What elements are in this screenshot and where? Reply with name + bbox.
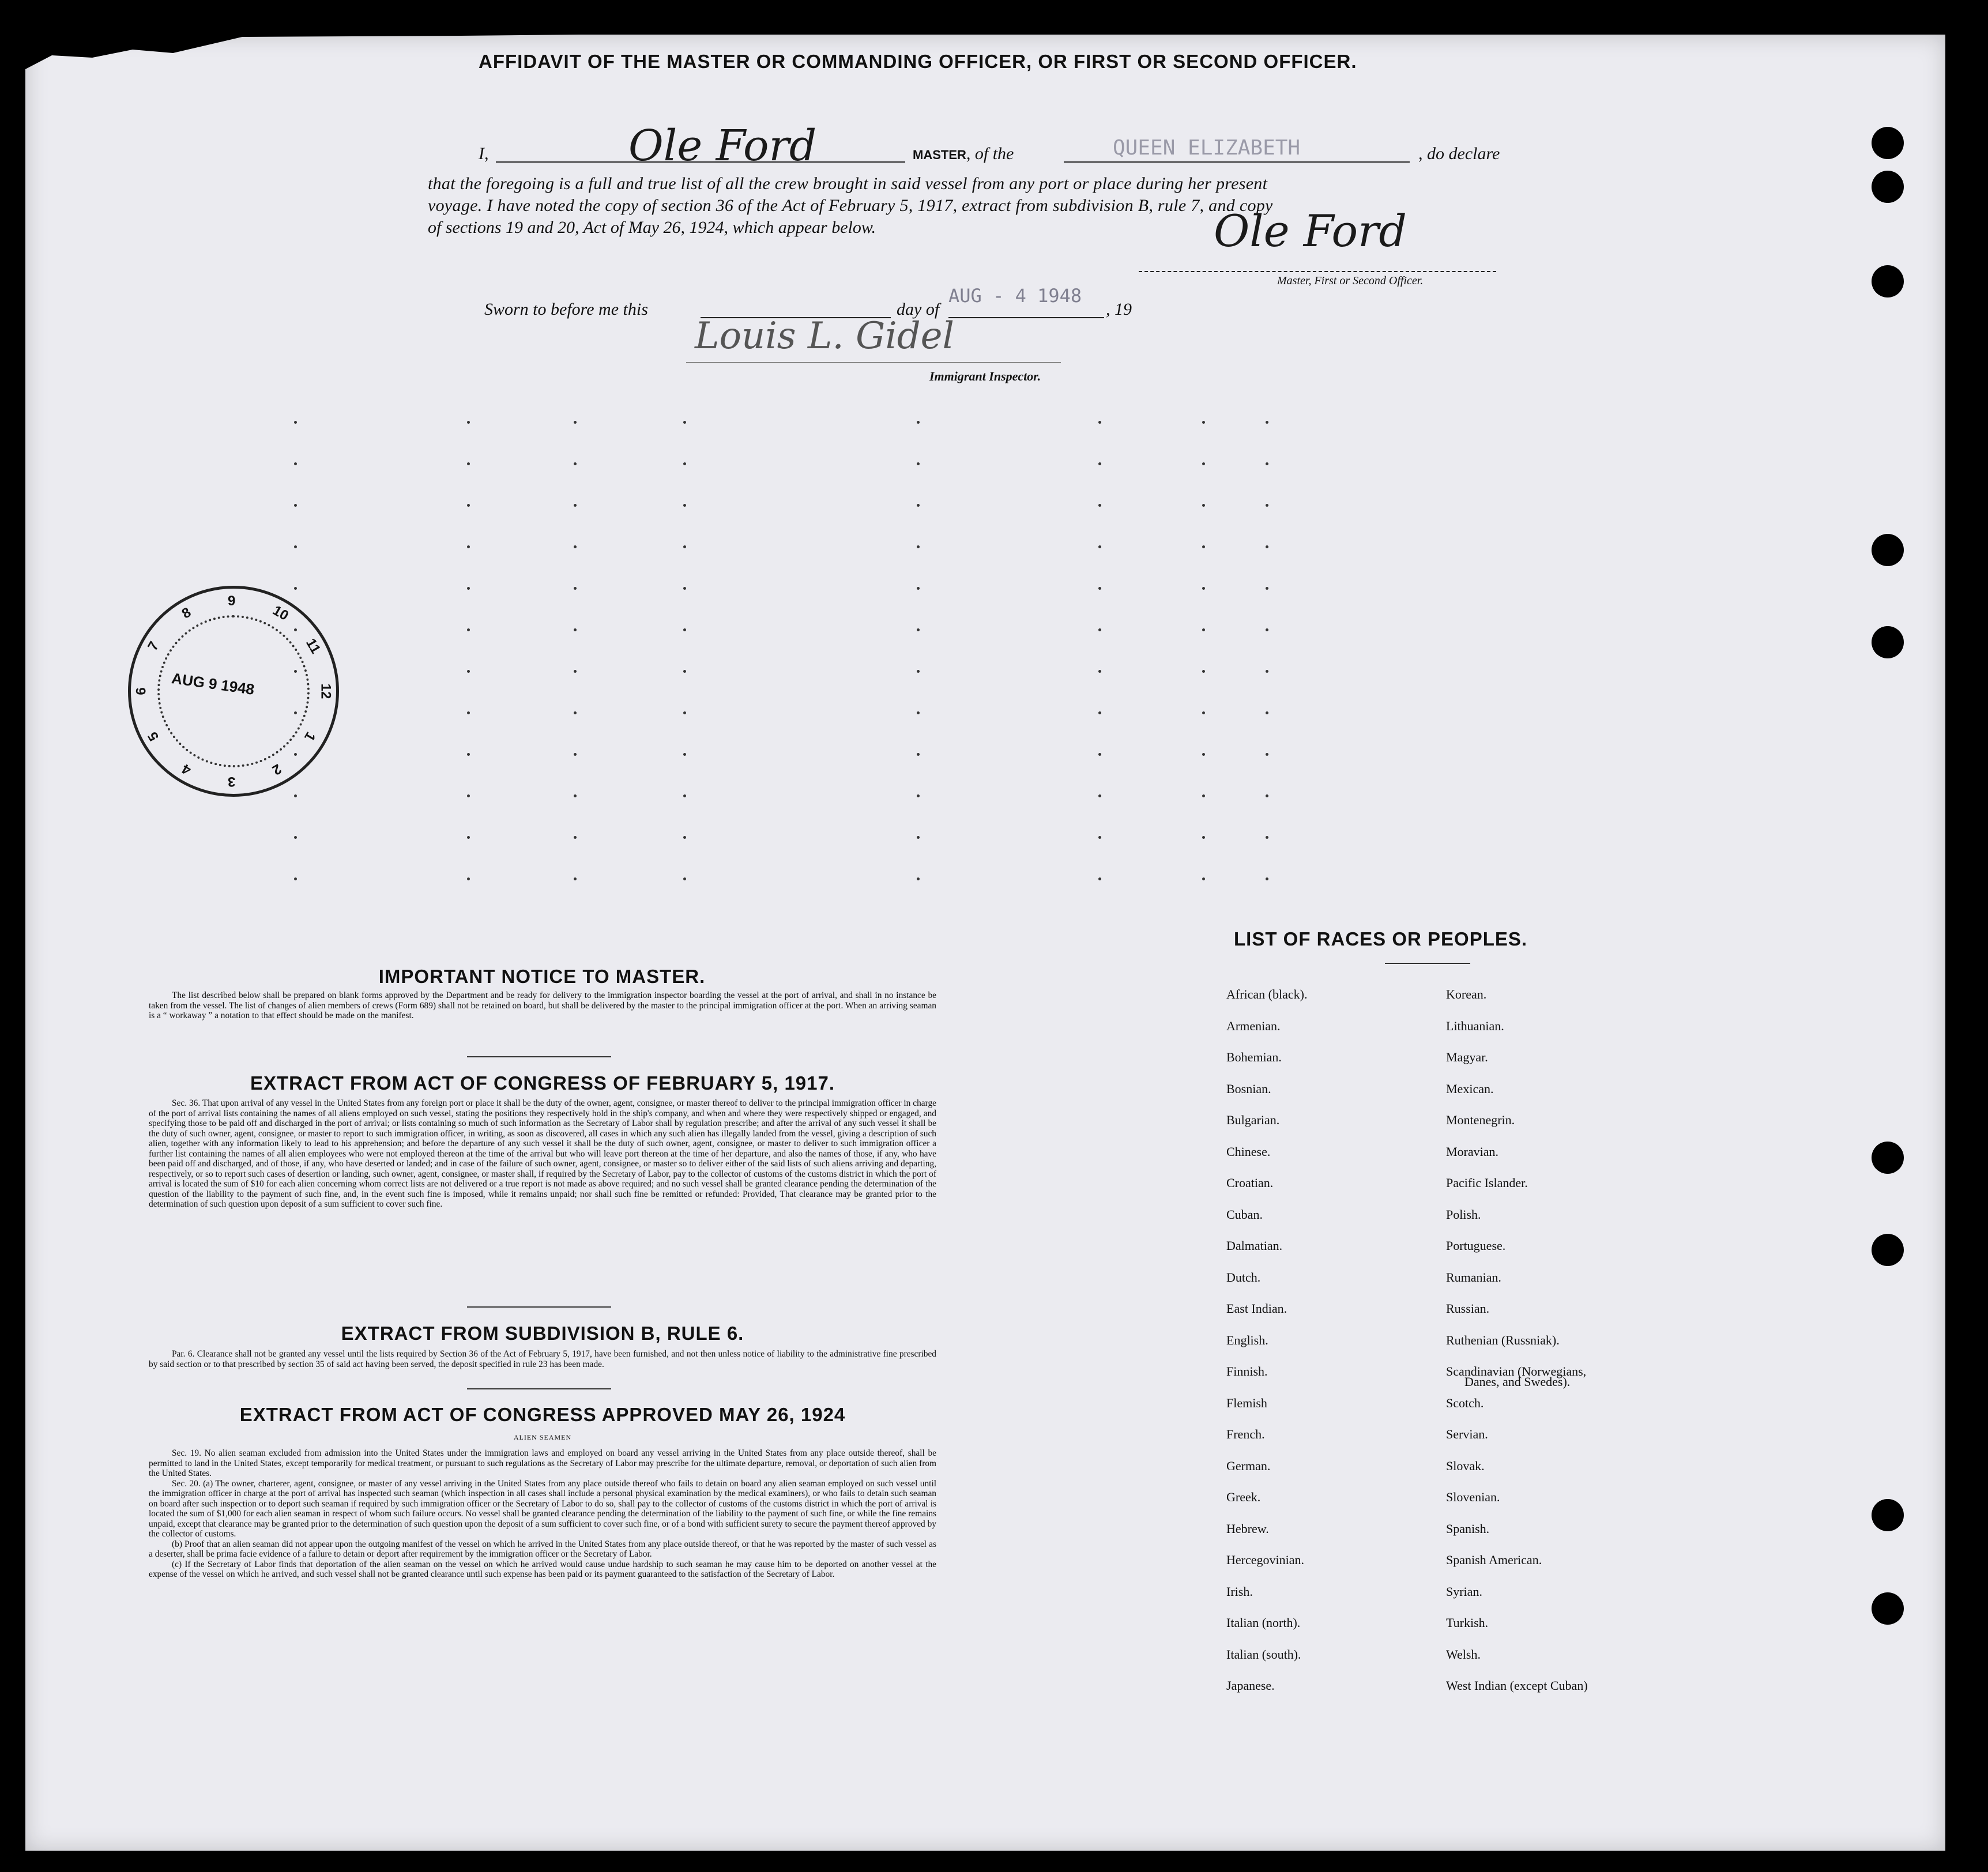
column-dot <box>1266 670 1268 673</box>
column-dot <box>1098 504 1101 507</box>
master-signature: Ole Ford <box>628 121 817 171</box>
column-dot <box>294 753 297 756</box>
races-title-underline <box>1385 963 1470 964</box>
column-dot <box>683 670 686 673</box>
column-dot <box>574 545 577 548</box>
race-item: Dutch. <box>1226 1270 1261 1285</box>
column-dot <box>683 877 686 880</box>
notice-divider-3 <box>467 1388 611 1389</box>
extract-1924-subtitle: ALIEN SEAMEN <box>513 1433 572 1441</box>
column-dot <box>1098 836 1101 839</box>
column-dot <box>1098 587 1101 590</box>
race-item: Hercegovinian. <box>1226 1553 1304 1567</box>
column-dot <box>1098 462 1101 465</box>
column-dot <box>574 462 577 465</box>
column-dot <box>574 836 577 839</box>
column-dot <box>1266 877 1268 880</box>
column-dot <box>1098 711 1101 714</box>
punch-hole <box>1872 265 1904 297</box>
column-dot <box>1202 836 1205 839</box>
column-dot <box>1266 504 1268 507</box>
affidavit-i-label: I, <box>479 144 489 163</box>
column-dot <box>1098 670 1101 673</box>
inspector-line <box>686 362 1061 363</box>
second-master-signature: Ole Ford <box>1214 205 1407 257</box>
column-dot <box>1202 670 1205 673</box>
column-dot <box>294 545 297 548</box>
punch-hole <box>1872 1142 1904 1174</box>
column-dot <box>467 462 470 465</box>
race-item: German. <box>1226 1458 1271 1473</box>
column-dot <box>1266 421 1268 424</box>
column-dot <box>294 794 297 797</box>
notice-body: The list described below shall be prepared on blank forms approved by the Department and be ready for delivery to the immigration inspector boarding the vessel at the port of arrival, and shall in no instance be taken from the vessel. The list of changes of alien members of crews (Form 689) shall not be retained on board, but shall be delivered by the master to the principal immigration officer at the port. When an arriving seaman is a “ workaway ” a notation to that effect should be made on the manifest. <box>149 990 936 1020</box>
column-dot <box>1266 587 1268 590</box>
extract-1917-body: Sec. 36. That upon arrival of any vessel in the United States from any foreign port or place it shall be the duty of the owner, agent, consignee, or master thereof to deliver to the principal immigration officer in charge of the port of arrival lists containing the names of all aliens employed on such vessel, stating the positions they respectively hold in the ship's company, and when and where they were respectively shipped or engaged, and specifying those to be paid off and discharged in the port of arrival; or lists containing so much of such information as the Secretary of Labor shall by regulation prescribe; and after the arrival of any such vessel it shall be the duty of such owner, agent, consignee, or master to report to such immigration officer, in writing, as soon as discovered, all cases in which any such alien has illegally landed from the vessel, giving a description of such alien, together with any information likely to lead to his apprehension; and before the departure of any such vessel it shall be the duty of such owner, agent, consignee, or master to deliver to such immigration officer a further list containing the names of all alien employees who were not employed thereon at the time of the arrival but who will leave port thereon at the time of her departure, and also the names of those, if any, who have been paid off and discharged, and of those, if any, who have deserted or landed; and in case of the failure of such owner, agent, consignee, or master so to deliver either of the said lists of such aliens arriving and departing, respectively, or so to report such cases of desertion or landing, such owner, agent, consignee, or master shall, if required by the Secretary of Labor, pay to the collector of customs of the customs district in which the port of arrival is located the sum of $10 for each alien concerning whom correct lists are not delivered or a true report is not made as above required; and no such vessel shall be granted clearance pending the determination of the question of the liability to the payment of such fine, and, in the event such fine is imposed, while it remains unpaid; nor shall such fine be remitted or refunded: Provided, That clearance may be granted prior to the determination of such question upon deposit of a sum sufficient to cover such fine. <box>149 1098 936 1209</box>
column-dot <box>1098 753 1101 756</box>
column-dot <box>1202 628 1205 631</box>
race-item: Moravian. <box>1446 1144 1499 1159</box>
race-item: French. <box>1226 1427 1265 1441</box>
column-dot <box>683 836 686 839</box>
race-item: East Indian. <box>1226 1301 1287 1316</box>
race-item: Japanese. <box>1226 1678 1275 1693</box>
race-item: Slovak. <box>1446 1458 1485 1473</box>
column-dot <box>1202 753 1205 756</box>
stamp-ring-number: 6 <box>133 687 149 695</box>
column-dot <box>1098 421 1101 424</box>
column-dot <box>1266 711 1268 714</box>
race-item: Slovenian. <box>1446 1490 1500 1504</box>
column-dot <box>467 753 470 756</box>
extract-rule6-body: Par. 6. Clearance shall not be granted any vessel until the lists required by Section 36 of the Act of February 5, 1917, have been furnished, and not then unless notice of liability to the administrative fine prescribed by said section or to that prescribed by section 35 of said act having been served, the deposit specified in rule 23 has been made. <box>149 1349 936 1369</box>
column-dot <box>294 877 297 880</box>
column-dot <box>917 836 920 839</box>
column-dot <box>294 711 297 714</box>
column-dot <box>574 587 577 590</box>
column-dot <box>467 504 470 507</box>
extract-1924-sec20c: (c) If the Secretary of Labor finds that deportation of the alien seaman on the vessel on which he arrived would cause undue hardship to such seaman he may cause him to be deported on another vessel at the expense of the vessel on which he arrived, and such vessel shall not be granted clearance until such expense has been paid or its payment guaranteed to the satisfaction of the Secretary of Labor. <box>149 1559 936 1579</box>
notice-divider-1 <box>467 1056 611 1057</box>
race-item: Pacific Islander. <box>1446 1176 1528 1190</box>
race-item: Armenian. <box>1226 1018 1281 1033</box>
extract-1924-sec20a: Sec. 20. (a) The owner, charterer, agent, consignee, or master of any vessel arriving in the United States from any place outside thereof who fails to detain on board any alien seaman employed on such vessel until the immigration officer in charge at the port of arrival has inspected such seaman (which inspection in all cases shall include a personal physical examination by the medical examiners), or who fails to detain such seaman on board after such inspection or to deport such seaman if required by such immigration officer or the Secretary of Labor to do so, shall pay to the collector of customs of the customs district in which the port of arrival is located the sum of $1,000 for each alien seaman in respect of whom such failure occurs. No vessel shall be granted clearance pending the determination of the liability to the payment of such fine, or while the fine remains unpaid, except that clearance may be granted prior to the determination of such question upon the deposit of a sum sufficient to cover such fine, or of a bond with sufficient surety to secure the payment thereof approved by the collector of customs. <box>149 1478 936 1539</box>
race-item: English. <box>1226 1332 1268 1347</box>
column-dot <box>467 794 470 797</box>
race-item: Turkish. <box>1446 1615 1489 1630</box>
race-item: Croatian. <box>1226 1176 1274 1190</box>
race-item: Dalmatian. <box>1226 1238 1283 1253</box>
stamp-ring-number: 5 <box>145 729 163 744</box>
race-item: Mexican. <box>1446 1081 1494 1096</box>
races-title: LIST OF RACES OR PEOPLES. <box>1234 928 1528 950</box>
race-item: Bosnian. <box>1226 1081 1271 1096</box>
race-scandinavian-continued: Danes, and Swedes). <box>1464 1374 1571 1389</box>
stamp-ring-number: 7 <box>145 639 163 654</box>
column-dot <box>1266 794 1268 797</box>
column-dot <box>1202 587 1205 590</box>
race-item: Russian. <box>1446 1301 1490 1316</box>
date-stamp-date: AUG 9 1948 <box>170 669 255 698</box>
column-dot <box>917 628 920 631</box>
race-item: Polish. <box>1446 1207 1481 1222</box>
race-item: Portuguese. <box>1446 1238 1506 1253</box>
affidavit-line-2: that the foregoing is a full and true list of all the crew brought in said vessel from any port or place during her present <box>428 174 1268 193</box>
race-item: Servian. <box>1446 1427 1488 1441</box>
punch-hole <box>1872 1499 1904 1531</box>
column-dot <box>683 753 686 756</box>
officer-signature-line <box>1139 271 1496 272</box>
date-stamp <box>128 586 339 797</box>
column-dot <box>467 711 470 714</box>
column-dot <box>1202 545 1205 548</box>
stamp-ring-number: 4 <box>179 760 194 778</box>
punch-hole <box>1872 1234 1904 1266</box>
notice-divider-2 <box>467 1306 611 1308</box>
stamp-ring-number: 9 <box>228 593 236 609</box>
race-item: Italian (north). <box>1226 1615 1301 1630</box>
extract-1917-title: EXTRACT FROM ACT OF CONGRESS OF FEBRUARY 5, 1917. <box>250 1072 835 1094</box>
column-dot <box>467 545 470 548</box>
punch-hole <box>1872 626 1904 658</box>
column-dot <box>1202 877 1205 880</box>
extract-rule6-title: EXTRACT FROM SUBDIVISION B, RULE 6. <box>341 1323 744 1344</box>
race-item: Rumanian. <box>1446 1270 1501 1285</box>
column-dot <box>683 587 686 590</box>
column-dot <box>917 504 920 507</box>
race-item: Italian (south). <box>1226 1647 1301 1662</box>
vessel-name: QUEEN ELIZABETH <box>1113 136 1301 160</box>
race-item: Flemish <box>1226 1395 1267 1410</box>
column-dot <box>1098 794 1101 797</box>
column-dot <box>683 794 686 797</box>
column-dot <box>574 753 577 756</box>
race-item: Korean. <box>1446 987 1487 1001</box>
race-item: Syrian. <box>1446 1584 1482 1599</box>
race-item: Chinese. <box>1226 1144 1271 1159</box>
column-dot <box>917 587 920 590</box>
column-dot <box>683 545 686 548</box>
column-dot <box>683 504 686 507</box>
column-dot <box>294 670 297 673</box>
column-dot <box>294 587 297 590</box>
race-item: Irish. <box>1226 1584 1253 1599</box>
column-dot <box>1266 462 1268 465</box>
stamp-ring-number: 2 <box>269 760 284 778</box>
column-dot <box>1202 462 1205 465</box>
column-dot <box>467 628 470 631</box>
stamp-ring-number: 8 <box>179 604 194 622</box>
column-dot <box>294 628 297 631</box>
column-dot <box>917 421 920 424</box>
race-item: Scandinavian (Norwegians, <box>1446 1364 1587 1378</box>
year-prefix: , 19 <box>1106 300 1132 319</box>
stamp-ring-number: 10 <box>270 602 291 624</box>
column-dot <box>1202 711 1205 714</box>
race-item: Scotch. <box>1446 1395 1484 1410</box>
race-item: Welsh. <box>1446 1647 1481 1662</box>
race-item: Hebrew. <box>1226 1521 1269 1536</box>
sworn-date-stamp: AUG - 4 1948 <box>948 285 1082 307</box>
column-dot <box>1098 877 1101 880</box>
stamp-ring-number: 3 <box>228 774 236 789</box>
race-item: Spanish. <box>1446 1521 1490 1536</box>
affidavit-title: AFFIDAVIT OF THE MASTER OR COMMANDING OFFICER, OR FIRST OR SECOND OFFICER. <box>479 51 1357 72</box>
column-dot <box>1266 628 1268 631</box>
column-dot <box>467 670 470 673</box>
race-item: Bohemian. <box>1226 1050 1282 1064</box>
race-item: Cuban. <box>1226 1207 1263 1222</box>
race-item: Bulgarian. <box>1226 1113 1280 1127</box>
affidavit-line-3: voyage. I have noted the copy of section 36 of the Act of February 5, 1917, extract from subdivision B, rule 7, and copy <box>428 196 1273 215</box>
do-declare-label: , do declare <box>1418 144 1500 163</box>
race-item: Lithuanian. <box>1446 1018 1504 1033</box>
column-dot <box>574 421 577 424</box>
column-dot <box>683 462 686 465</box>
column-dot <box>1098 628 1101 631</box>
race-item: Spanish American. <box>1446 1553 1542 1567</box>
column-dot <box>574 794 577 797</box>
of-the-label: , of the <box>966 144 1014 163</box>
column-dot <box>294 421 297 424</box>
column-dot <box>1202 504 1205 507</box>
punch-hole <box>1872 171 1904 203</box>
column-dot <box>917 545 920 548</box>
column-dot <box>1202 794 1205 797</box>
affidavit-line-4: of sections 19 and 20, Act of May 26, 1924, which appear below. <box>428 218 876 237</box>
column-dot <box>574 670 577 673</box>
punch-hole <box>1872 534 1904 566</box>
race-item: Magyar. <box>1446 1050 1488 1064</box>
column-dot <box>917 753 920 756</box>
column-dot <box>683 711 686 714</box>
race-item: Finnish. <box>1226 1364 1268 1378</box>
notice-title: IMPORTANT NOTICE TO MASTER. <box>378 966 706 987</box>
extract-1924-sec19: Sec. 19. No alien seaman excluded from admission into the United States under the immigration laws and employed on board any vessel arriving in the United States from any place outside thereof, shall be permitted to land in the United States, except temporarily for medical treatment, or pursuant to such regulations as the Secretary of Labor may prescribe for the ultimate departure, removal, or deportation of such alien from the United States. <box>149 1448 936 1478</box>
inspector-signature: Louis L. Gidel <box>695 315 954 357</box>
column-dot <box>1098 545 1101 548</box>
officer-label: Master, First or Second Officer. <box>1277 274 1424 287</box>
column-dot <box>917 462 920 465</box>
column-dot <box>1266 545 1268 548</box>
column-dot <box>917 711 920 714</box>
race-item: Ruthenian (Russniak). <box>1446 1332 1560 1347</box>
punch-hole <box>1872 1592 1904 1625</box>
column-dot <box>1266 836 1268 839</box>
column-dot <box>574 628 577 631</box>
race-item: Montenegrin. <box>1446 1113 1515 1127</box>
extract-1924-sec20b: (b) Proof that an alien seaman did not appear upon the outgoing manifest of the vessel on which he arrived in the United States from any place outside thereof, or that he was reported by the master of such vessel as a deserter, shall be prima facie evidence of a failure to detain or deport after requirement by the immigration officer or the Secretary of Labor. <box>149 1539 936 1559</box>
inspector-label: Immigrant Inspector. <box>929 369 1041 383</box>
race-item: African (black). <box>1226 987 1308 1001</box>
column-dot <box>574 504 577 507</box>
column-dot <box>683 628 686 631</box>
column-dot <box>917 877 920 880</box>
stamp-ring-number: 1 <box>301 729 319 744</box>
column-dot <box>917 670 920 673</box>
race-item: Greek. <box>1226 1490 1261 1504</box>
sworn-label: Sworn to before me this <box>484 300 648 319</box>
column-dot <box>1266 753 1268 756</box>
column-dot <box>917 794 920 797</box>
master-word: MASTER <box>913 148 966 162</box>
vessel-name-line <box>1064 161 1410 163</box>
column-dot <box>294 504 297 507</box>
column-dot <box>467 421 470 424</box>
column-dot <box>467 877 470 880</box>
stamp-ring-number: 12 <box>318 683 334 699</box>
extract-1924-title: EXTRACT FROM ACT OF CONGRESS APPROVED MAY 26, 1924 <box>239 1404 846 1425</box>
punch-hole <box>1872 127 1904 159</box>
sworn-month-line <box>948 317 1104 318</box>
column-dot <box>574 877 577 880</box>
column-dot <box>574 711 577 714</box>
race-item: West Indian (except Cuban) <box>1446 1678 1588 1693</box>
day-of-label: day of <box>897 300 940 319</box>
column-dot <box>683 421 686 424</box>
column-dot <box>294 836 297 839</box>
column-dot <box>467 587 470 590</box>
column-dot <box>467 836 470 839</box>
column-dot <box>1202 421 1205 424</box>
column-dot <box>294 462 297 465</box>
stamp-ring-number: 11 <box>303 636 324 657</box>
